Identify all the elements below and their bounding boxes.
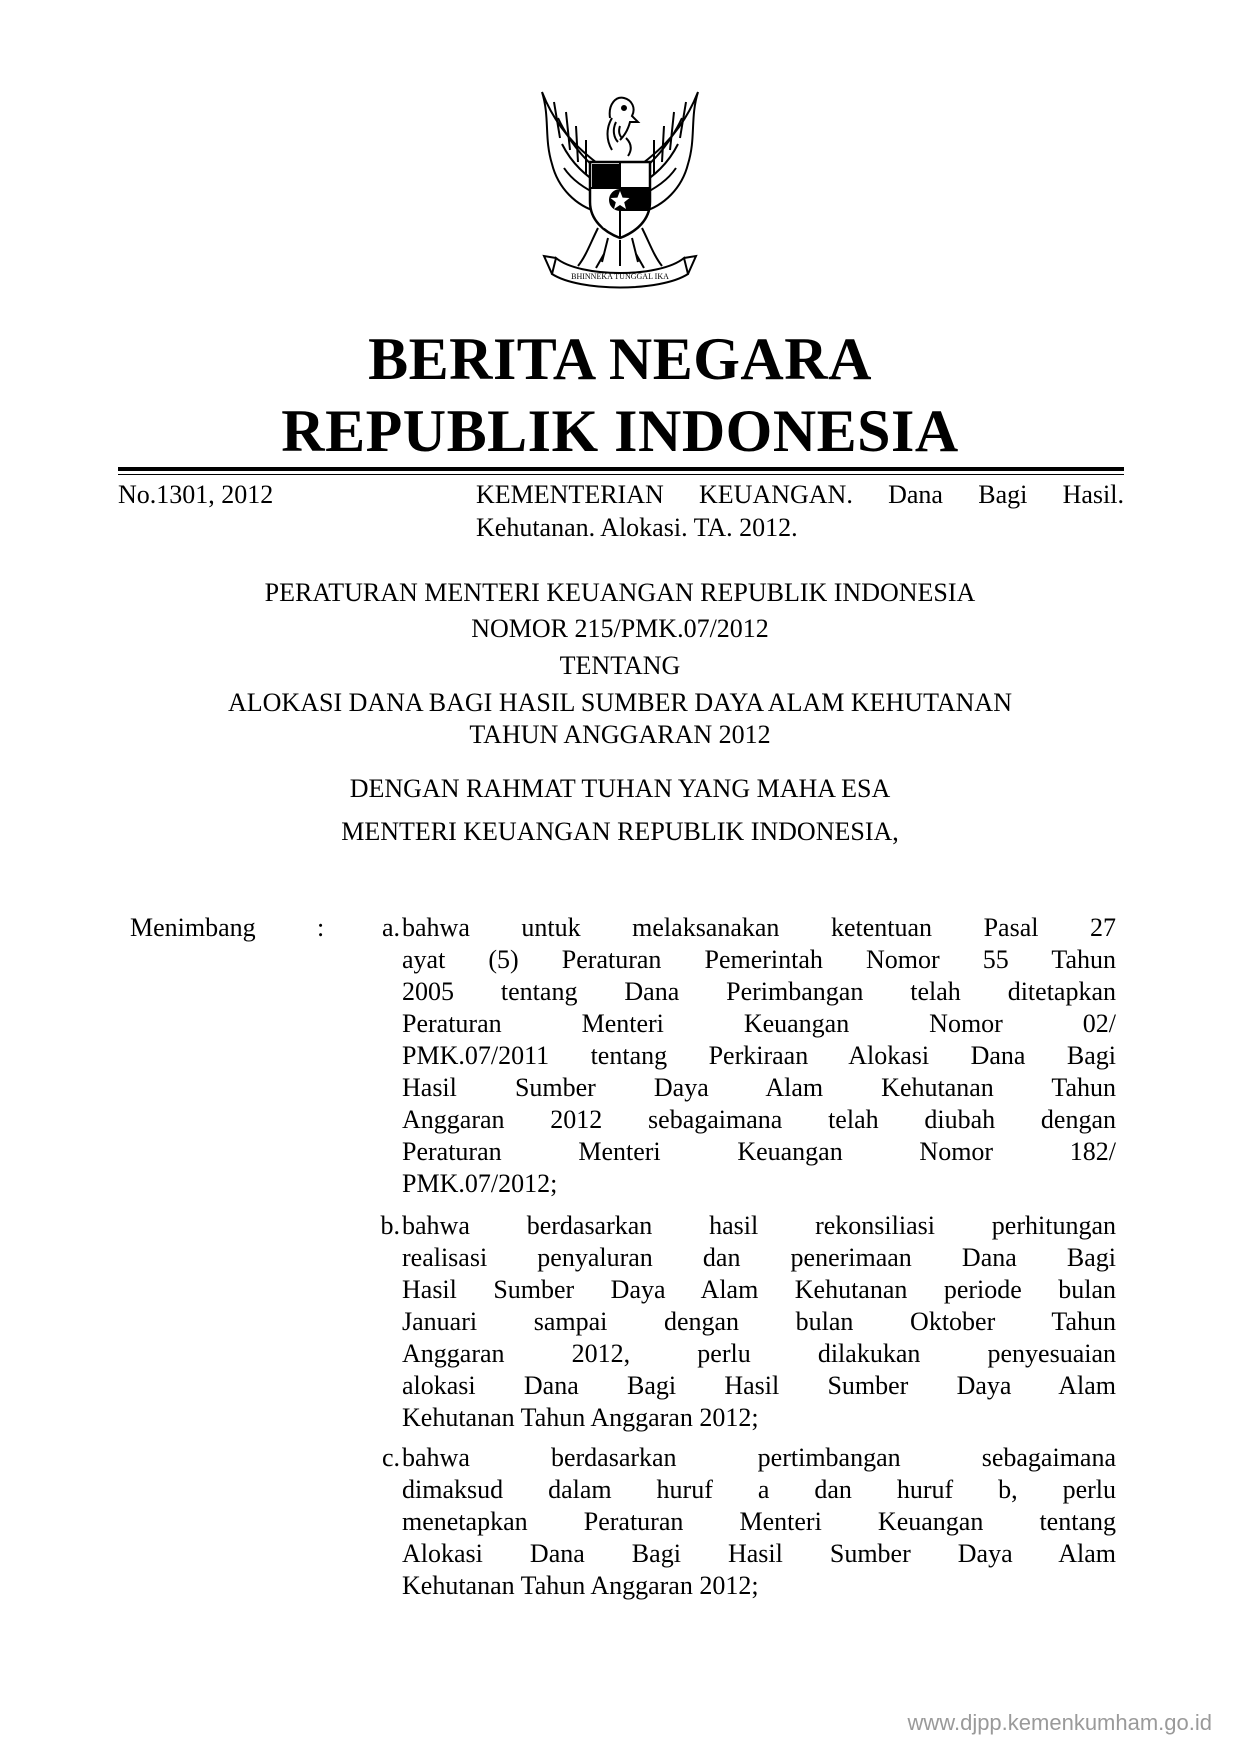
text-line: bahwa untuk melaksanakan ketentuan Pasal 27: [402, 913, 1116, 942]
menimbang-colon: :: [317, 913, 325, 942]
gazette-subtitle: REPUBLIK INDONESIA: [281, 398, 959, 464]
text-line: alokasi Dana Bagi Hasil Sumber Daya Alam: [402, 1371, 1116, 1400]
source-watermark: www.djpp.kemenkumham.go.id: [907, 1710, 1212, 1735]
consideration-c: [402, 1442, 1116, 1602]
gazette-title: BERITA NEGARA: [368, 326, 872, 392]
text-line: PMK.07/2011 tentang Perkiraan Alokasi Dana Bagi: [402, 1041, 1116, 1070]
text-line: dimaksud dalam huruf a dan huruf b, perlu: [402, 1475, 1116, 1504]
consideration-b: [402, 1210, 1116, 1434]
header-rule: [118, 467, 1124, 471]
regulation-title: PERATURAN MENTERI KEUANGAN REPUBLIK INDONESIA: [264, 578, 976, 607]
text-line: Kehutanan Tahun Anggaran 2012;: [402, 1571, 759, 1600]
invocation: DENGAN RAHMAT TUHAN YANG MAHA ESA: [349, 774, 891, 803]
text-line: Anggaran 2012 sebagaimana telah diubah dengan: [402, 1105, 1116, 1134]
text-line: Peraturan Menteri Keuangan Nomor 02/: [402, 1009, 1116, 1038]
regulation-tentang: TENTANG: [559, 651, 681, 680]
text-line: Alokasi Dana Bagi Hasil Sumber Daya Alam: [402, 1539, 1116, 1568]
gazette-subject-line1: KEMENTERIAN KEUANGAN. Dana Bagi Hasil.: [476, 480, 1124, 509]
regulation-subject: ALOKASI DANA BAGI HASIL SUMBER DAYA ALAM KEHUTANAN: [228, 688, 1012, 717]
menimbang-label: Menimbang: [130, 913, 256, 942]
item-a-marker: a.: [381, 913, 400, 942]
gazette-number: No.1301, 2012: [118, 480, 274, 509]
emblem-motto: BHINNEKA TUNGGAL IKA: [571, 272, 669, 281]
text-line: bahwa berdasarkan hasil rekonsiliasi perhitungan: [402, 1211, 1116, 1240]
text-line: Kehutanan Tahun Anggaran 2012;: [402, 1403, 759, 1432]
text-line: Anggaran 2012, perlu dilakukan penyesuaian: [402, 1339, 1116, 1368]
text-line: Peraturan Menteri Keuangan Nomor 182/: [402, 1137, 1116, 1166]
text-line: PMK.07/2012;: [402, 1169, 558, 1198]
text-line: ayat (5) Peraturan Pemerintah Nomor 55 Tahun: [402, 945, 1116, 974]
regulation-subject-year: TAHUN ANGGARAN 2012: [469, 720, 771, 749]
text-line: Januari sampai dengan bulan Oktober Tahun: [402, 1307, 1116, 1336]
text-line: bahwa berdasarkan pertimbangan sebagaimana: [402, 1443, 1116, 1472]
text-line: Hasil Sumber Daya Alam Kehutanan periode bulan: [402, 1275, 1116, 1304]
text-line: 2005 tentang Dana Perimbangan telah ditetapkan: [402, 977, 1116, 1006]
regulation-number: NOMOR 215/PMK.07/2012: [471, 614, 769, 643]
item-b-marker: b.: [380, 1211, 400, 1240]
text-line: Hasil Sumber Daya Alam Kehutanan Tahun: [402, 1073, 1116, 1102]
text-line: realisasi penyaluran dan penerimaan Dana Bagi: [402, 1243, 1116, 1272]
header-rule-thin: [118, 474, 1124, 475]
consideration-a: [402, 912, 1116, 1200]
minister-heading: MENTERI KEUANGAN REPUBLIK INDONESIA,: [341, 817, 899, 846]
item-c-marker: c.: [381, 1443, 400, 1472]
gazette-subject-line2: Kehutanan. Alokasi. TA. 2012.: [476, 513, 798, 542]
garuda-emblem-icon: [520, 78, 720, 300]
text-line: menetapkan Peraturan Menteri Keuangan tentang: [402, 1507, 1116, 1536]
